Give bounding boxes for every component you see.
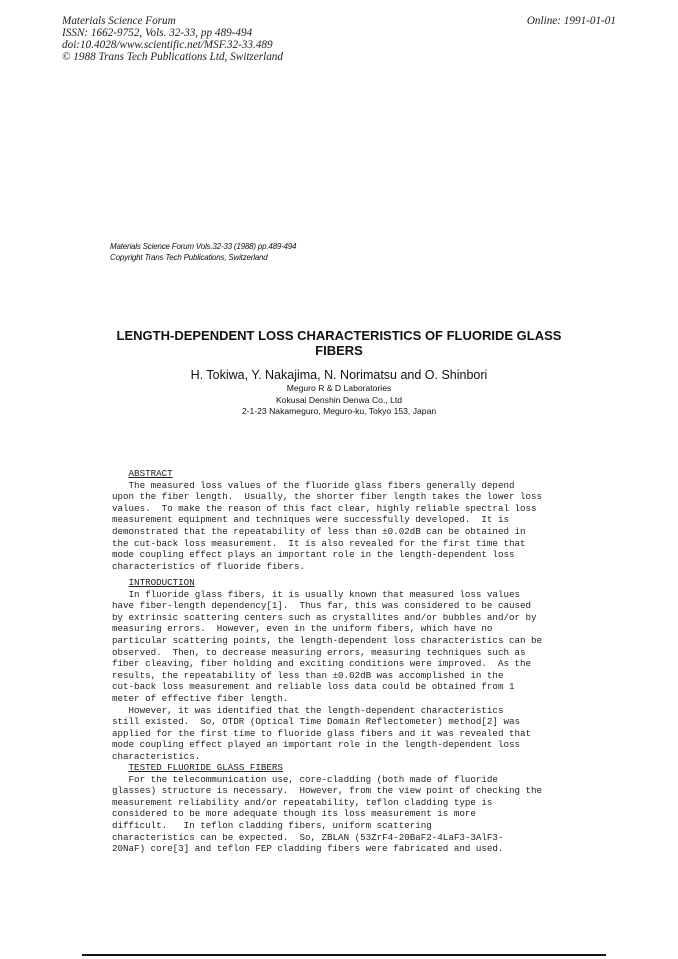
abstract-line: upon the fiber length. Usually, the shorter fiber length takes the lower loss [112, 491, 543, 503]
introduction-line: In fluoride glass fibers, it is usually known that measured loss values [112, 588, 520, 600]
introduction-line: cut-back loss measurement and reliable loss data could be obtained from 1 [112, 681, 515, 693]
introduction-section [112, 577, 552, 763]
tested-line: For the telecommunication use, core-cladding (both made of fluoride [112, 773, 498, 785]
affiliation-line-1: Meguro R & D Laboratories [286, 383, 392, 393]
copyright-line: © 1988 Trans Tech Publications Ltd, Switzerland [62, 51, 283, 63]
doi-line[interactable]: doi:10.4028/www.scientific.net/MSF.32-33.489 [62, 39, 273, 51]
affiliation-line-2: Kokusai Denshin Denwa Co., Ltd [275, 394, 403, 405]
abstract-line: measurement equipment and techniques were successfully developed. It is [112, 514, 509, 526]
online-date: Online: 1991-01-01 [526, 15, 616, 27]
issn-line: ISSN: 1662-9752, Vols. 32-33, pp 489-494 [62, 27, 253, 39]
introduction-heading: INTRODUCTION [128, 577, 195, 588]
citation-line-2: Copyright Trans Tech Publications, Switzerland [110, 253, 268, 262]
tested-line: measurement reliability and/or repeatability, teflon cladding type is [112, 796, 493, 808]
paper-title [100, 328, 578, 358]
introduction-line: results, the repeatability of less than ±0.02dB was accomplished in the [112, 669, 504, 681]
tested-line: difficult. In teflon cladding fibers, uniform scattering [112, 819, 432, 831]
page-bottom-rule [82, 954, 606, 956]
abstract-heading: ABSTRACT [128, 468, 173, 479]
abstract-line: demonstrated that the repeatability of less than ±0.02dB can be obtained in [112, 525, 526, 537]
tested-line: characteristics can be expected. So, ZBLAN (53ZrF4-20BaF2-4LaF3-3AlF3- [112, 831, 504, 843]
introduction-line: particular scattering points, the length-dependent loss characteristics can be [112, 634, 543, 646]
introduction-line: characteristics. [112, 750, 201, 762]
tested-line: 20NaF) core[3] and teflon FEP cladding fibers were fabricated and used. [112, 843, 504, 855]
abstract-line: the cut-back loss measurement. It is also revealed for the first time that [112, 537, 526, 549]
affiliation-line-3: 2-1-23 Nakameguro, Meguro-ku, Tokyo 153, Japan [241, 406, 437, 416]
introduction-line: measuring errors. However, even in the uniform fibers, which have no [112, 623, 493, 635]
introduction-line: still existed. So, OTDR (Optical Time Domain Reflectometer) method[2] was [112, 716, 520, 728]
journal-name: Materials Science Forum [62, 15, 176, 27]
abstract-line: characteristics of fluoride fibers. [112, 560, 305, 572]
introduction-line: observed. Then, to decrease measuring errors, measuring techniques such as [112, 646, 526, 658]
abstract-line: values. To make the reason of this fact clear, highly reliable spectral loss [112, 502, 537, 514]
citation-line-1: Materials Science Forum Vols.32-33 (1988) pp.489-494 [110, 242, 297, 251]
introduction-line: have fiber-length dependency[1]. Thus far, this was considered to be caused [112, 600, 532, 612]
affiliation-block [100, 383, 578, 418]
title-line-2: FIBERS [315, 343, 363, 358]
introduction-line: mode coupling effect played an important role in the length-dependent loss [112, 739, 520, 751]
introduction-line: However, it was identified that the length-dependent characteristics [112, 704, 504, 716]
tested-fibers-section [112, 762, 552, 855]
introduction-line: fiber cleaving, fiber holding and exciting conditions were improved. As the [112, 658, 532, 670]
citation-block [110, 241, 296, 263]
tested-line: glasses) structure is necessary. However, from the view point of checking the [112, 785, 543, 797]
publication-header [62, 15, 283, 63]
title-line-1: LENGTH-DEPENDENT LOSS CHARACTERISTICS OF FLUORIDE GLASS [116, 328, 562, 343]
abstract-section [112, 468, 552, 572]
introduction-line: by extrinsic scattering centers such as crystallites and/or bubbles and/or by [112, 611, 537, 623]
abstract-line: mode coupling effect plays an important role in the length-dependent loss [112, 549, 515, 561]
introduction-line: applied for the first time to fluoride glass fibers and it was revealed that [112, 727, 532, 739]
author-list: H. Tokiwa, Y. Nakajima, N. Norimatsu and O. Shinbori [190, 368, 488, 382]
abstract-line: The measured loss values of the fluoride glass fibers generally depend [112, 479, 515, 491]
tested-fibers-heading: TESTED FLUORIDE GLASS FIBERS [128, 762, 283, 773]
introduction-line: meter of effective fiber length. [112, 692, 289, 704]
tested-line: considered to be more adequate though its loss measurement is more [112, 808, 476, 820]
